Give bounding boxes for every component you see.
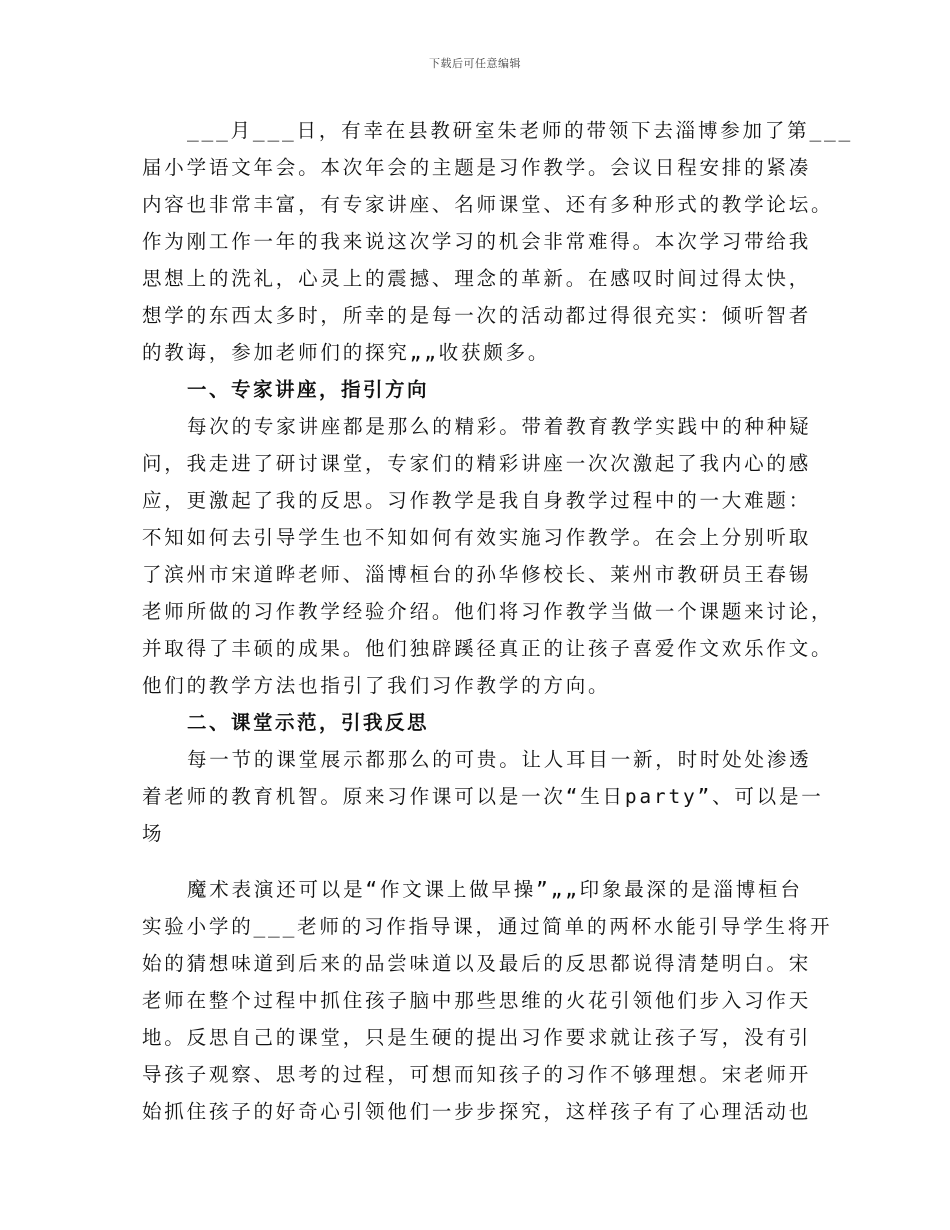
paragraph-line: 地。反思自己的课堂，只是生硬的提出习作要求就让孩子写，没有引 xyxy=(142,1026,812,1049)
paragraph-line: 场 xyxy=(142,822,165,845)
paragraph-gap xyxy=(142,852,810,871)
paragraph-intro xyxy=(142,112,854,371)
paragraph-line: 始抓住孩子的好奇心引领他们一步步探究，这样孩子有了心理活动也 xyxy=(142,1100,812,1123)
paragraph-line: 魔术表演还可以是“作文课上做早操”„„印象最深的是淄博桓台 xyxy=(187,878,803,901)
paragraph-line: 内容也非常丰富，有专家讲座、名师课堂、还有多种形式的教学论坛。 xyxy=(142,193,834,216)
paragraph-line: 老师所做的习作教学经验介绍。他们将习作教学当做一个课题来讨论， xyxy=(142,600,834,623)
paragraph-line: 作为刚工作一年的我来说这次学习的机会非常难得。本次学习带给我 xyxy=(142,230,812,253)
paragraph-line: 的教诲，参加老师们的探究„„收获颇多。 xyxy=(142,341,551,364)
section-heading-1: 一、专家讲座，指引方向 xyxy=(187,378,430,401)
paragraph-line: 每次的专家讲座都是那么的精彩。带着教育教学实践中的种种疑 xyxy=(187,415,812,438)
paragraph-line: 每一节的课堂展示都那么的可贵。让人耳目一新，时时处处渗透 xyxy=(187,748,812,771)
paragraph-line: 届小学语文年会。本次年会的主题是习作教学。会议日程安排的紧凑 xyxy=(142,156,812,179)
paragraph-line: 想学的东西太多时，所幸的是每一次的活动都过得很充实：倾听智者 xyxy=(142,304,812,327)
paragraph-line: 思想上的洗礼，心灵上的震撼、理念的革新。在感叹时间过得太快， xyxy=(142,267,812,290)
paragraph-line: 他们的教学方法也指引了我们习作教学的方向。 xyxy=(142,674,611,697)
document-body xyxy=(142,112,854,1130)
paragraph-line: 应，更激起了我的反思。习作教学是我自身教学过程中的一大难题： xyxy=(142,489,812,512)
paragraph-expert-lectures xyxy=(142,408,834,704)
paragraph-line: 导孩子观察、思考的过程，可想而知孩子的习作不够理想。宋老师开 xyxy=(142,1063,812,1086)
paragraph-line: 不知如何去引导学生也不知如何有效实施习作教学。在会上分别听取 xyxy=(142,526,812,549)
page-header: 下载后可任意编辑 xyxy=(429,57,521,70)
paragraph-line: 始的猜想味道到后来的品尝味道以及最后的反思都说得清楚明白。宋 xyxy=(142,952,812,975)
paragraph-line: 老师在整个过程中抓住孩子脑中那些思维的火花引领他们步入习作天 xyxy=(142,989,812,1012)
paragraph-line: 实验小学的___老师的习作指导课，通过简单的两杯水能引导学生将开 xyxy=(142,915,833,938)
paragraph-line: 问，我走进了研讨课堂，专家们的精彩讲座一次次激起了我内心的感 xyxy=(142,452,812,475)
paragraph-line: 着老师的教育机智。原来习作课可以是一次“生日party”、可以是一 xyxy=(142,785,824,808)
paragraph-classroom-demo xyxy=(142,741,824,852)
paragraph-line: ___月___日，有幸在县教研室朱老师的带领下去淄博参加了第___ xyxy=(187,119,854,142)
paragraph-line: 并取得了丰硕的成果。他们独辟蹊径真正的让孩子喜爱作文欢乐作文。 xyxy=(142,637,834,660)
section-heading-2: 二、课堂示范，引我反思 xyxy=(187,711,430,734)
paragraph-magic-show xyxy=(142,871,833,1130)
paragraph-line: 了滨州市宋道晔老师、淄博桓台的孙华修校长、莱州市教研员王春锡 xyxy=(142,563,812,586)
